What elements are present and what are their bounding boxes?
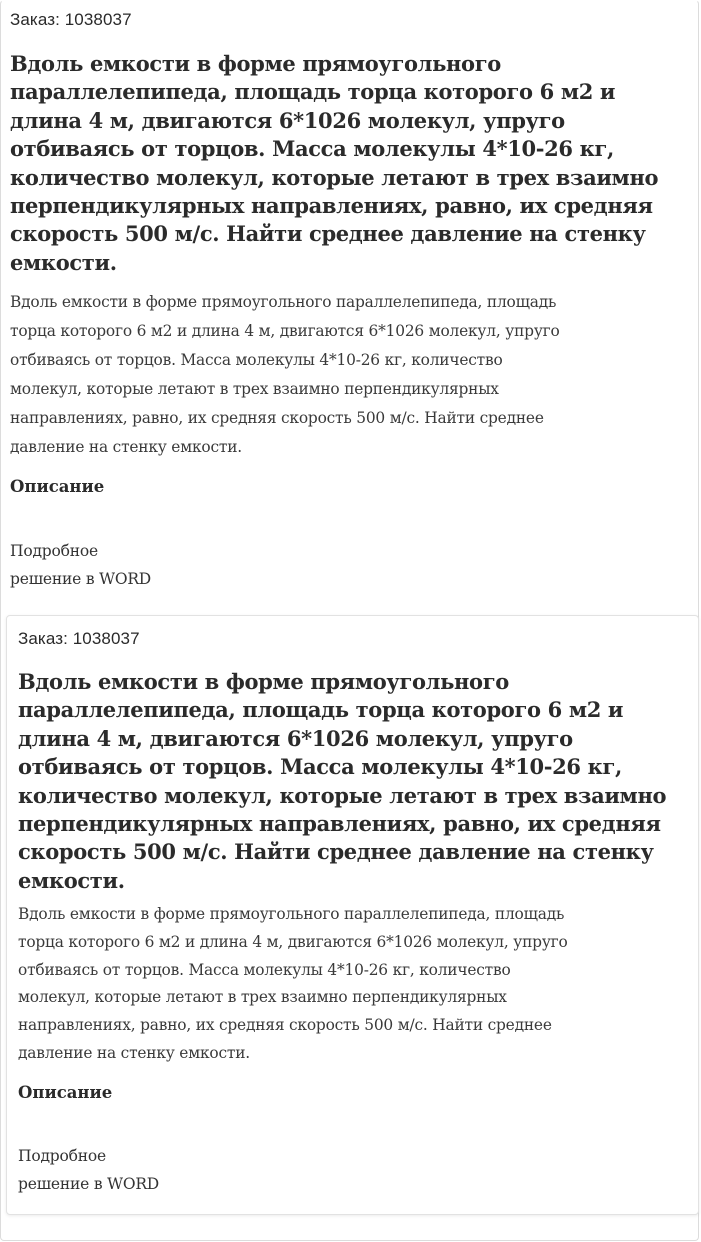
solution-note-line: решение в WORD bbox=[10, 570, 152, 588]
task-title-line: перпендикулярных направлениях, равно, их средняя bbox=[18, 811, 661, 837]
task-title-line: отбиваясь от торцов. Масса молекулы 4*10-26 кг, bbox=[10, 136, 614, 162]
task-title-line: отбиваясь от торцов. Масса молекулы 4*10-26 кг, bbox=[18, 754, 622, 780]
task-title bbox=[10, 50, 658, 277]
task-description-line: направлениях, равно, их средняя скорость 500 м/с. Найти среднее bbox=[10, 409, 544, 427]
solution-note-line: Подробное bbox=[18, 1147, 107, 1165]
task-description-line: торца которого 6 м2 и длина 4 м, двигаются 6*1026 молекул, упруго bbox=[18, 932, 568, 951]
task-description-line: отбиваясь от торцов. Масса молекулы 4*10-26 кг, количество bbox=[18, 960, 511, 979]
section-heading-description: Описание bbox=[10, 477, 105, 496]
order-number: Заказ: 1038037 bbox=[10, 10, 132, 29]
solution-note-line: решение в WORD bbox=[18, 1175, 160, 1193]
task-title-line: параллелепипеда, площадь торца которого 6 м2 и bbox=[18, 697, 624, 723]
task-title-line: Вдоль емкости в форме прямоугольного bbox=[10, 51, 501, 76]
task-title-line: длина 4 м, двигаются 6*1026 молекул, упруго bbox=[18, 725, 573, 751]
task-description-line: молекул, которые летают в трех взаимно перпендикулярных bbox=[10, 380, 499, 398]
order-number: Заказ: 1038037 bbox=[18, 629, 140, 648]
task-description-line: Вдоль емкости в форме прямоугольного параллелепипеда, площадь bbox=[10, 293, 557, 311]
task-description-line: молекул, которые летают в трех взаимно перпендикулярных bbox=[18, 988, 507, 1007]
task-description-line: Вдоль емкости в форме прямоугольного параллелепипеда, площадь bbox=[18, 905, 565, 923]
task-description-line: давление на стенку емкости. bbox=[18, 1043, 250, 1062]
task-title-line: Вдоль емкости в форме прямоугольного bbox=[18, 669, 509, 694]
solution-note bbox=[18, 1142, 159, 1198]
task-title bbox=[18, 668, 666, 895]
task-description-line: отбиваясь от торцов. Масса молекулы 4*10-26 кг, количество bbox=[10, 351, 503, 369]
task-title-line: параллелепипеда, площадь торца которого 6 м2 и bbox=[10, 79, 616, 105]
task-title-line: емкости. bbox=[10, 249, 117, 275]
solution-note-line: Подробное bbox=[10, 542, 99, 560]
task-title-line: перпендикулярных направлениях, равно, их средняя bbox=[10, 193, 653, 219]
task-description-line: торца которого 6 м2 и длина 4 м, двигаются 6*1026 молекул, упруго bbox=[10, 322, 560, 340]
task-title-line: скорость 500 м/с. Найти среднее давление на стенку bbox=[10, 221, 646, 247]
task-title-line: количество молекул, которые летают в трех взаимно bbox=[10, 164, 659, 190]
solution-note bbox=[10, 537, 151, 593]
task-title-line: скорость 500 м/с. Найти среднее давление на стенку bbox=[18, 839, 654, 865]
task-description-line: направлениях, равно, их средняя скорость 500 м/с. Найти среднее bbox=[18, 1016, 552, 1035]
section-heading-description: Описание bbox=[18, 1083, 113, 1102]
task-description bbox=[18, 901, 568, 1068]
task-title-line: количество молекул, которые летают в трех взаимно bbox=[18, 782, 667, 808]
task-title-line: емкости. bbox=[18, 867, 125, 893]
task-description-line: давление на стенку емкости. bbox=[10, 438, 242, 456]
task-description bbox=[10, 288, 560, 462]
task-title-line: длина 4 м, двигаются 6*1026 молекул, упруго bbox=[10, 107, 565, 133]
